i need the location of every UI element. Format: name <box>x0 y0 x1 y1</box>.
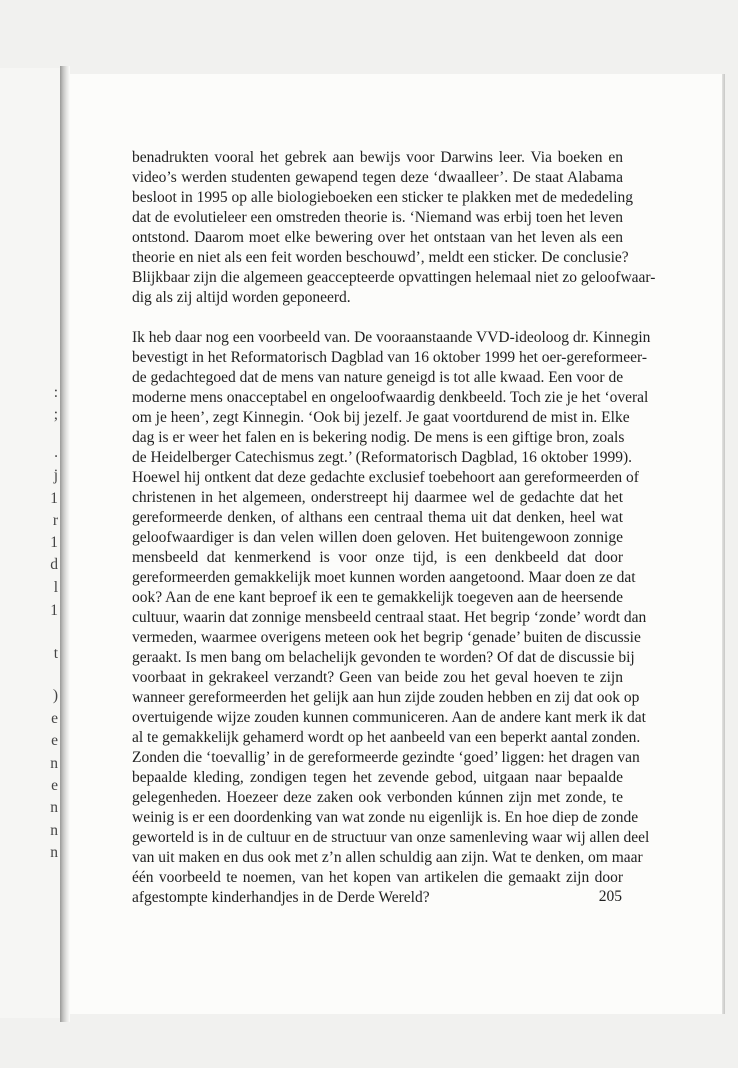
text-line: overtuigende wijze zouden kunnen communiceren. Aan de andere kant merk ik dat <box>132 709 646 726</box>
text-line: besloot in 1995 op alle biologieboeken een sticker te plakken met de mededeling <box>132 189 634 206</box>
facing-page-fragment: . <box>54 444 58 461</box>
facing-page-fragment: 1 <box>50 534 58 551</box>
text-line: om je heen’, zegt Kinnegin. ‘Ook bij jezelf. Je gaat voortdurend de mist in. Elke <box>132 409 630 426</box>
page-number: 205 <box>598 888 622 905</box>
page-edge <box>722 74 725 1014</box>
text-line: gereformeerden gemakkelijk moet kunnen worden aangetoond. Maar doen ze dat <box>132 569 636 586</box>
facing-page-fragment: e <box>51 732 58 749</box>
book-gutter <box>60 66 70 1022</box>
text-line: weinig is er een doordenking van wat zonde nu eigenlijk is. En hoe diep de zonde <box>132 809 639 826</box>
facing-page-fragment: n <box>50 755 58 772</box>
text-line: van uit maken en dus ook met z’n allen schuldig aan zijn. Wat te denken, om maar <box>132 849 643 866</box>
text-line: moderne mens onacceptabel en ongeloofwaardig denkbeeld. Toch zie je het ‘overal <box>132 389 649 406</box>
text-line: dig als zij altijd worden geponeerd. <box>132 289 351 306</box>
facing-page-fragment: e <box>51 777 58 794</box>
facing-page-fragment: n <box>50 799 58 816</box>
facing-page-fragment: ; <box>53 406 58 423</box>
text-line: geraakt. Is men bang om belachelijk gevonden te worden? Of dat de discussie bij <box>132 649 635 666</box>
facing-page-fragment: ) <box>52 687 58 704</box>
facing-page-fragment: r <box>52 512 58 529</box>
text-line: mensbeeld dat kenmerkend is voor onze tijd, is een denkbeeld dat door <box>132 549 623 566</box>
facing-page <box>0 68 62 1018</box>
text-line: dag is er weer het falen en is bekering nodig. De mens is een giftige bron, zoals <box>132 429 625 446</box>
text-line: geworteld is in de cultuur en de structuur van onze samenleving waar wij allen deel <box>132 829 650 846</box>
text-line: gelegenheden. Hoezeer deze zaken ook verbonden kúnnen zijn met zonde, te <box>132 789 623 806</box>
facing-page-fragment: l <box>53 579 58 596</box>
text-line: theorie en niet als een feit worden beschouwd’, meldt een sticker. De conclusie? <box>132 249 629 266</box>
body-text <box>132 148 656 908</box>
text-line: cultuur, waarin dat zonnige mensbeeld centraal staat. Het begrip ‘zonde’ wordt dan <box>132 609 647 626</box>
facing-page-fragment: n <box>50 822 58 839</box>
facing-page-fragment: 1 <box>50 602 58 619</box>
text-line: één voorbeeld te noemen, van het kopen van artikelen die gemaakt zijn door <box>132 869 623 886</box>
text-line: de Heidelberger Catechismus zegt.’ (Reformatorisch Dagblad, 16 oktober 1999). <box>132 449 633 466</box>
text-line: vermeden, waarmee overigens meteen ook het begrip ‘genade’ buiten de discussie <box>132 629 641 646</box>
text-line: gereformeerde denken, of althans een centraal thema uit dat denken, heel wat <box>132 509 623 526</box>
text-line: christenen in het algemeen, onderstreept hij daarmee wel de gedachte dat het <box>132 489 623 506</box>
text-line: ook? Aan de ene kant beproef ik een te gemakkelijk toegeven aan de heersende <box>132 589 624 606</box>
text-line: bevestigt in het Reformatorisch Dagblad van 16 oktober 1999 het oer-gereformeer- <box>132 349 648 366</box>
text-line: de gedachtegoed dat de mens van nature geneigd is tot alle kwaad. Een voor de <box>132 369 624 386</box>
text-line: afgestompte kinderhandjes in de Derde Wereld? <box>132 889 430 906</box>
text-line: voorbaat in gekrakeel verzandt? Geen van beide zou het geval hoeven te zijn <box>132 669 623 686</box>
text-line: Zonden die ‘toevallig’ in de gereformeerde gezindte ‘goed’ liggen: het dragen van <box>132 749 640 766</box>
text-line: al te gemakkelijk gehamerd wordt op het aanbeeld van een beperkt aantal zonden. <box>132 729 641 746</box>
facing-page-fragment: n <box>50 844 58 861</box>
facing-page-fragment: 1 <box>50 490 58 507</box>
facing-page-fragment: e <box>51 710 58 727</box>
text-line: ontstond. Daarom moet elke bewering over het ontstaan van het leven als een <box>132 229 623 246</box>
text-line: geloofwaardiger is dan velen willen doen geloven. Het buitengewoon zonnige <box>132 529 623 546</box>
paragraph <box>132 328 651 908</box>
facing-page-fragment: d <box>50 556 58 573</box>
text-line: benadrukten vooral het gebrek aan bewijs voor Darwins leer. Via boeken en <box>132 149 623 166</box>
facing-page-fragment: t <box>53 645 58 662</box>
text-line: dat de evolutieleer een omstreden theorie is. ‘Niemand was erbij toen het leven <box>132 209 623 226</box>
text-line: Hoewel hij ontkent dat deze gedachte exclusief toebehoort aan gereformeerden of <box>132 469 639 486</box>
paragraph <box>132 148 656 308</box>
facing-page-fragment: : <box>53 384 58 401</box>
text-line: Ik heb daar nog een voorbeeld van. De vooraanstaande VVD-ideoloog dr. Kinnegin <box>132 329 651 346</box>
facing-page-text-fragments <box>0 68 62 1018</box>
text-line: Blijkbaar zijn die algemeen geaccepteerde opvattingen helemaal niet zo geloofwaar- <box>132 269 656 286</box>
facing-page-fragment: j <box>53 467 58 484</box>
text-line: video’s werden studenten gewapend tegen deze ‘dwaalleer’. De staat Alabama <box>132 169 623 186</box>
text-line: bepaalde kleding, zondigen tegen het zevende gebod, uitgaan naar bepaalde <box>132 769 623 786</box>
text-line: wanneer gereformeerden het gelijk aan hun zijde zouden hebben en zij dat ook op <box>132 689 640 706</box>
